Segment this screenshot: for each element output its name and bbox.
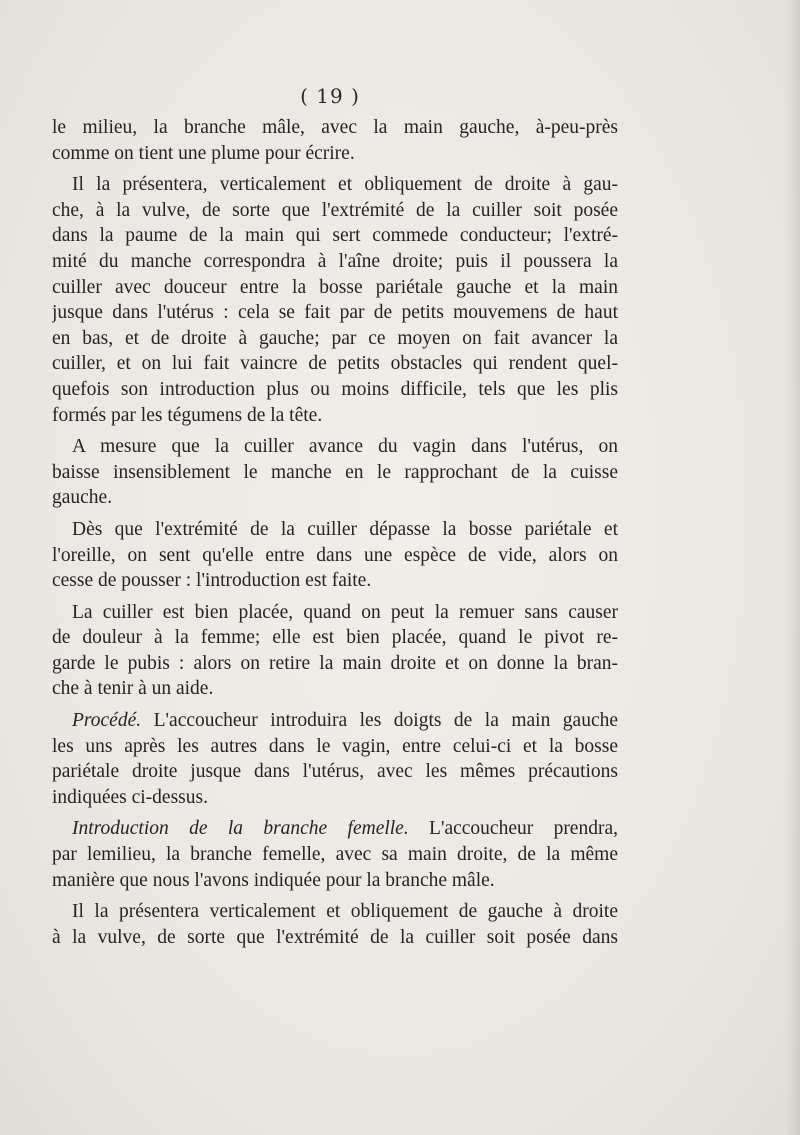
text-line xyxy=(52,816,618,842)
text-line xyxy=(52,708,618,734)
text-line: cesse de pousser : l'introduction est faite. xyxy=(52,570,372,592)
text-line: l'oreille, on sent qu'elle entre dans une espèce de vide, alors on xyxy=(52,544,618,566)
heading-introduction-femelle: Introduction de la branche femelle. xyxy=(72,818,409,840)
text-line: cuiller, et on lui fait vaincre de petits obstacles qui rendent quel- xyxy=(52,353,618,375)
text-line: mité du manche correspondra à l'aîne droite; puis il poussera la xyxy=(52,250,618,272)
text-line: gauche. xyxy=(52,487,113,509)
text-line: comme on tient une plume pour écrire. xyxy=(52,142,355,164)
body-text xyxy=(52,115,618,950)
text-line: formés par les tégumens de la tête. xyxy=(52,404,323,426)
text-line: La cuiller est bien placée, quand on peut la remuer sans causer xyxy=(72,601,618,623)
text-line: che à tenir à un aide. xyxy=(52,678,214,700)
text-line: A mesure que la cuiller avance du vagin dans l'utérus, on xyxy=(72,436,618,458)
text-line-fragment: L'accoucheur introduira les doigts de la main gauche xyxy=(153,710,618,732)
text-line: les uns après les autres dans le vagin, entre celui-ci et la bosse xyxy=(52,735,618,757)
text-line: garde le pubis : alors on retire la main droite et on donne la bran- xyxy=(52,652,618,674)
text-line: Il la présentera verticalement et obliquement de gauche à droite xyxy=(72,901,618,923)
text-line: jusque dans l'utérus : cela se fait par de petits mouvemens de haut xyxy=(52,302,618,324)
page-edge-shadow xyxy=(786,0,800,1135)
text-line: le milieu, la branche mâle, avec la main gauche, à-peu-près xyxy=(52,117,618,138)
text-line: dans la paume de la main qui sert commede conducteur; l'extré- xyxy=(52,225,618,247)
page-number: ( 19 ) xyxy=(300,84,360,108)
heading-procede: Procédé. xyxy=(72,710,142,732)
text-line: quefois son introduction plus ou moins difficile, tels que les plis xyxy=(52,378,618,400)
text-line: cuiller avec douceur entre la bosse pariétale gauche et la main xyxy=(52,276,618,298)
text-line: en bas, et de droite à gauche; par ce moyen on fait avancer la xyxy=(52,327,618,349)
text-line: Dès que l'extrémité de la cuiller dépasse la bosse pariétale et xyxy=(72,518,618,540)
text-line: par lemilieu, la branche femelle, avec sa main droite, de la même xyxy=(52,844,618,866)
text-line: de douleur à la femme; elle est bien placée, quand le pivot re- xyxy=(52,627,618,649)
text-line: indiquées ci-dessus. xyxy=(52,786,208,808)
text-line: baisse insensiblement le manche en le rapprochant de la cuisse xyxy=(52,461,618,483)
text-line: che, à la vulve, de sorte que l'extrémité de la cuiller soit posée xyxy=(52,199,618,221)
text-line: à la vulve, de sorte que l'extrémité de la cuiller soit posée dans xyxy=(52,926,618,948)
text-line: Il la présentera, verticalement et obliquement de droite à gau- xyxy=(72,174,618,196)
text-line: manière que nous l'avons indiquée pour la branche mâle. xyxy=(52,869,495,891)
text-line-fragment: L'accoucheur prendra, xyxy=(429,818,618,840)
text-line: pariétale droite jusque dans l'utérus, avec les mêmes précautions xyxy=(52,761,618,783)
